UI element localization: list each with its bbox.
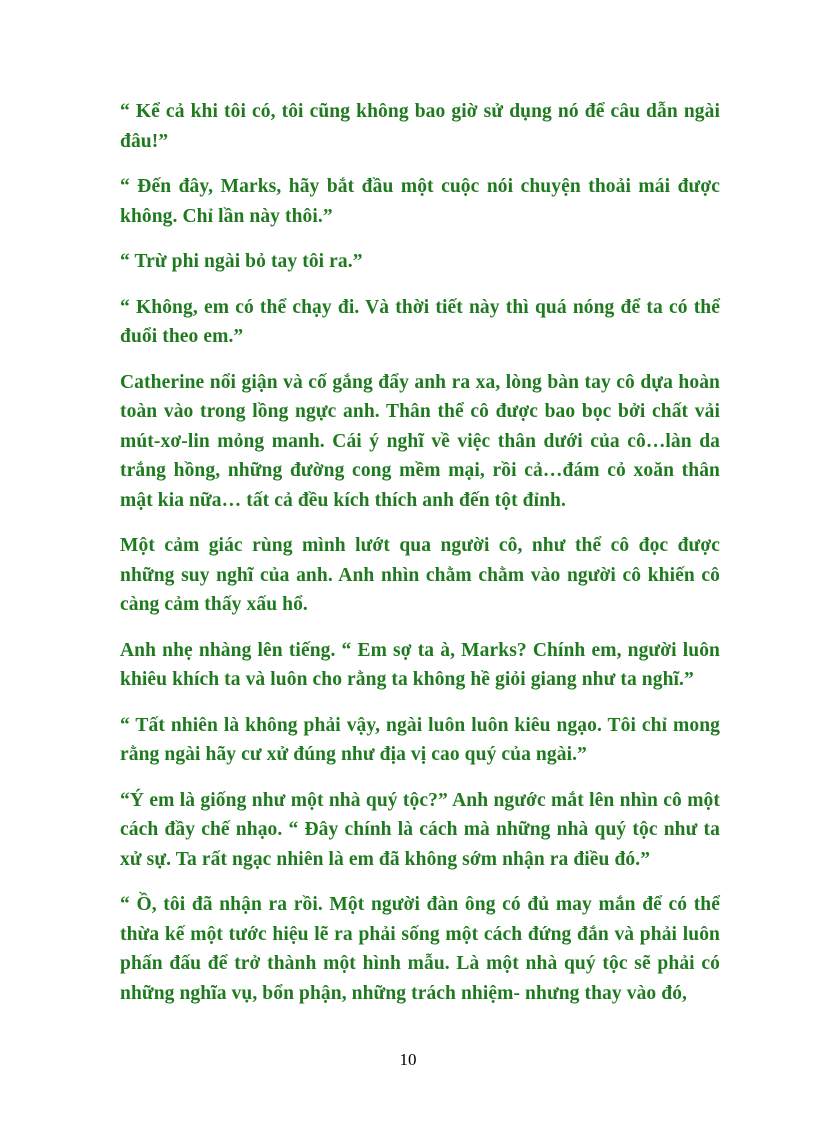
paragraph: “ Tất nhiên là không phải vậy, ngài luôn luôn kiêu ngạo. Tôi chỉ mong rằng ngài hãy cư xử đúng như địa vị cao quý của ngài.” [120,714,720,765]
paragraph: “ Trừ phi ngài bỏ tay tôi ra.” [120,251,363,272]
page-body [120,97,720,1024]
paragraph: Catherine nổi giận và cố gắng đẩy anh ra xa, lòng bàn tay cô dựa hoàn toàn vào trong lồng ngực anh. Thân thể cô được bao bọc bởi chất vải mút-xơ-lin mỏng manh. Cái ý nghĩ về việc thân dưới của cô…làn da trắng hồng, những đường cong mềm mại, rồi cả…đám cỏ xoăn thân mật kia nữa… tất cả đều kích thích anh đến tột đỉnh. [120,371,720,511]
paragraph: “ Ồ, tôi đã nhận ra rồi. Một người đàn ông có đủ may mắn để có thể thừa kế một tước hiệu lẽ ra phải sống một cách đứng đắn và phải luôn phấn đấu để trở thành một hình mẫu. Là một nhà quý tộc sẽ phải có những nghĩa vụ, bổn phận, những trách nhiệm- nhưng thay vào đó, [120,894,720,1004]
paragraph: Anh nhẹ nhàng lên tiếng. “ Em sợ ta à, Marks? Chính em, người luôn khiêu khích ta và luôn cho rằng ta không hề giỏi giang như ta nghĩ.” [120,639,720,690]
page-number: 10 [399,1050,417,1069]
paragraph: “ Đến đây, Marks, hãy bắt đầu một cuộc nói chuyện thoải mái được không. Chỉ lần này thôi.” [120,176,720,227]
paragraph: “ Không, em có thể chạy đi. Và thời tiết này thì quá nóng để ta có thể đuổi theo em.” [120,296,720,347]
paragraph: Một cảm giác rùng mình lướt qua người cô, như thể cô đọc được những suy nghĩ của anh. Anh nhìn chằm chằm vào người cô khiến cô càng cảm thấy xấu hổ. [120,535,720,615]
paragraph: “Ý em là giống như một nhà quý tộc?” Anh ngước mắt lên nhìn cô một cách đầy chế nhạo. “ Đây chính là cách mà những nhà quý tộc như ta xử sự. Ta rất ngạc nhiên là em đã không sớm nhận ra điều đó.” [120,789,720,870]
paragraph: “ Kể cả khi tôi có, tôi cũng không bao giờ sử dụng nó để câu dẫn ngài đâu!” [120,101,720,152]
